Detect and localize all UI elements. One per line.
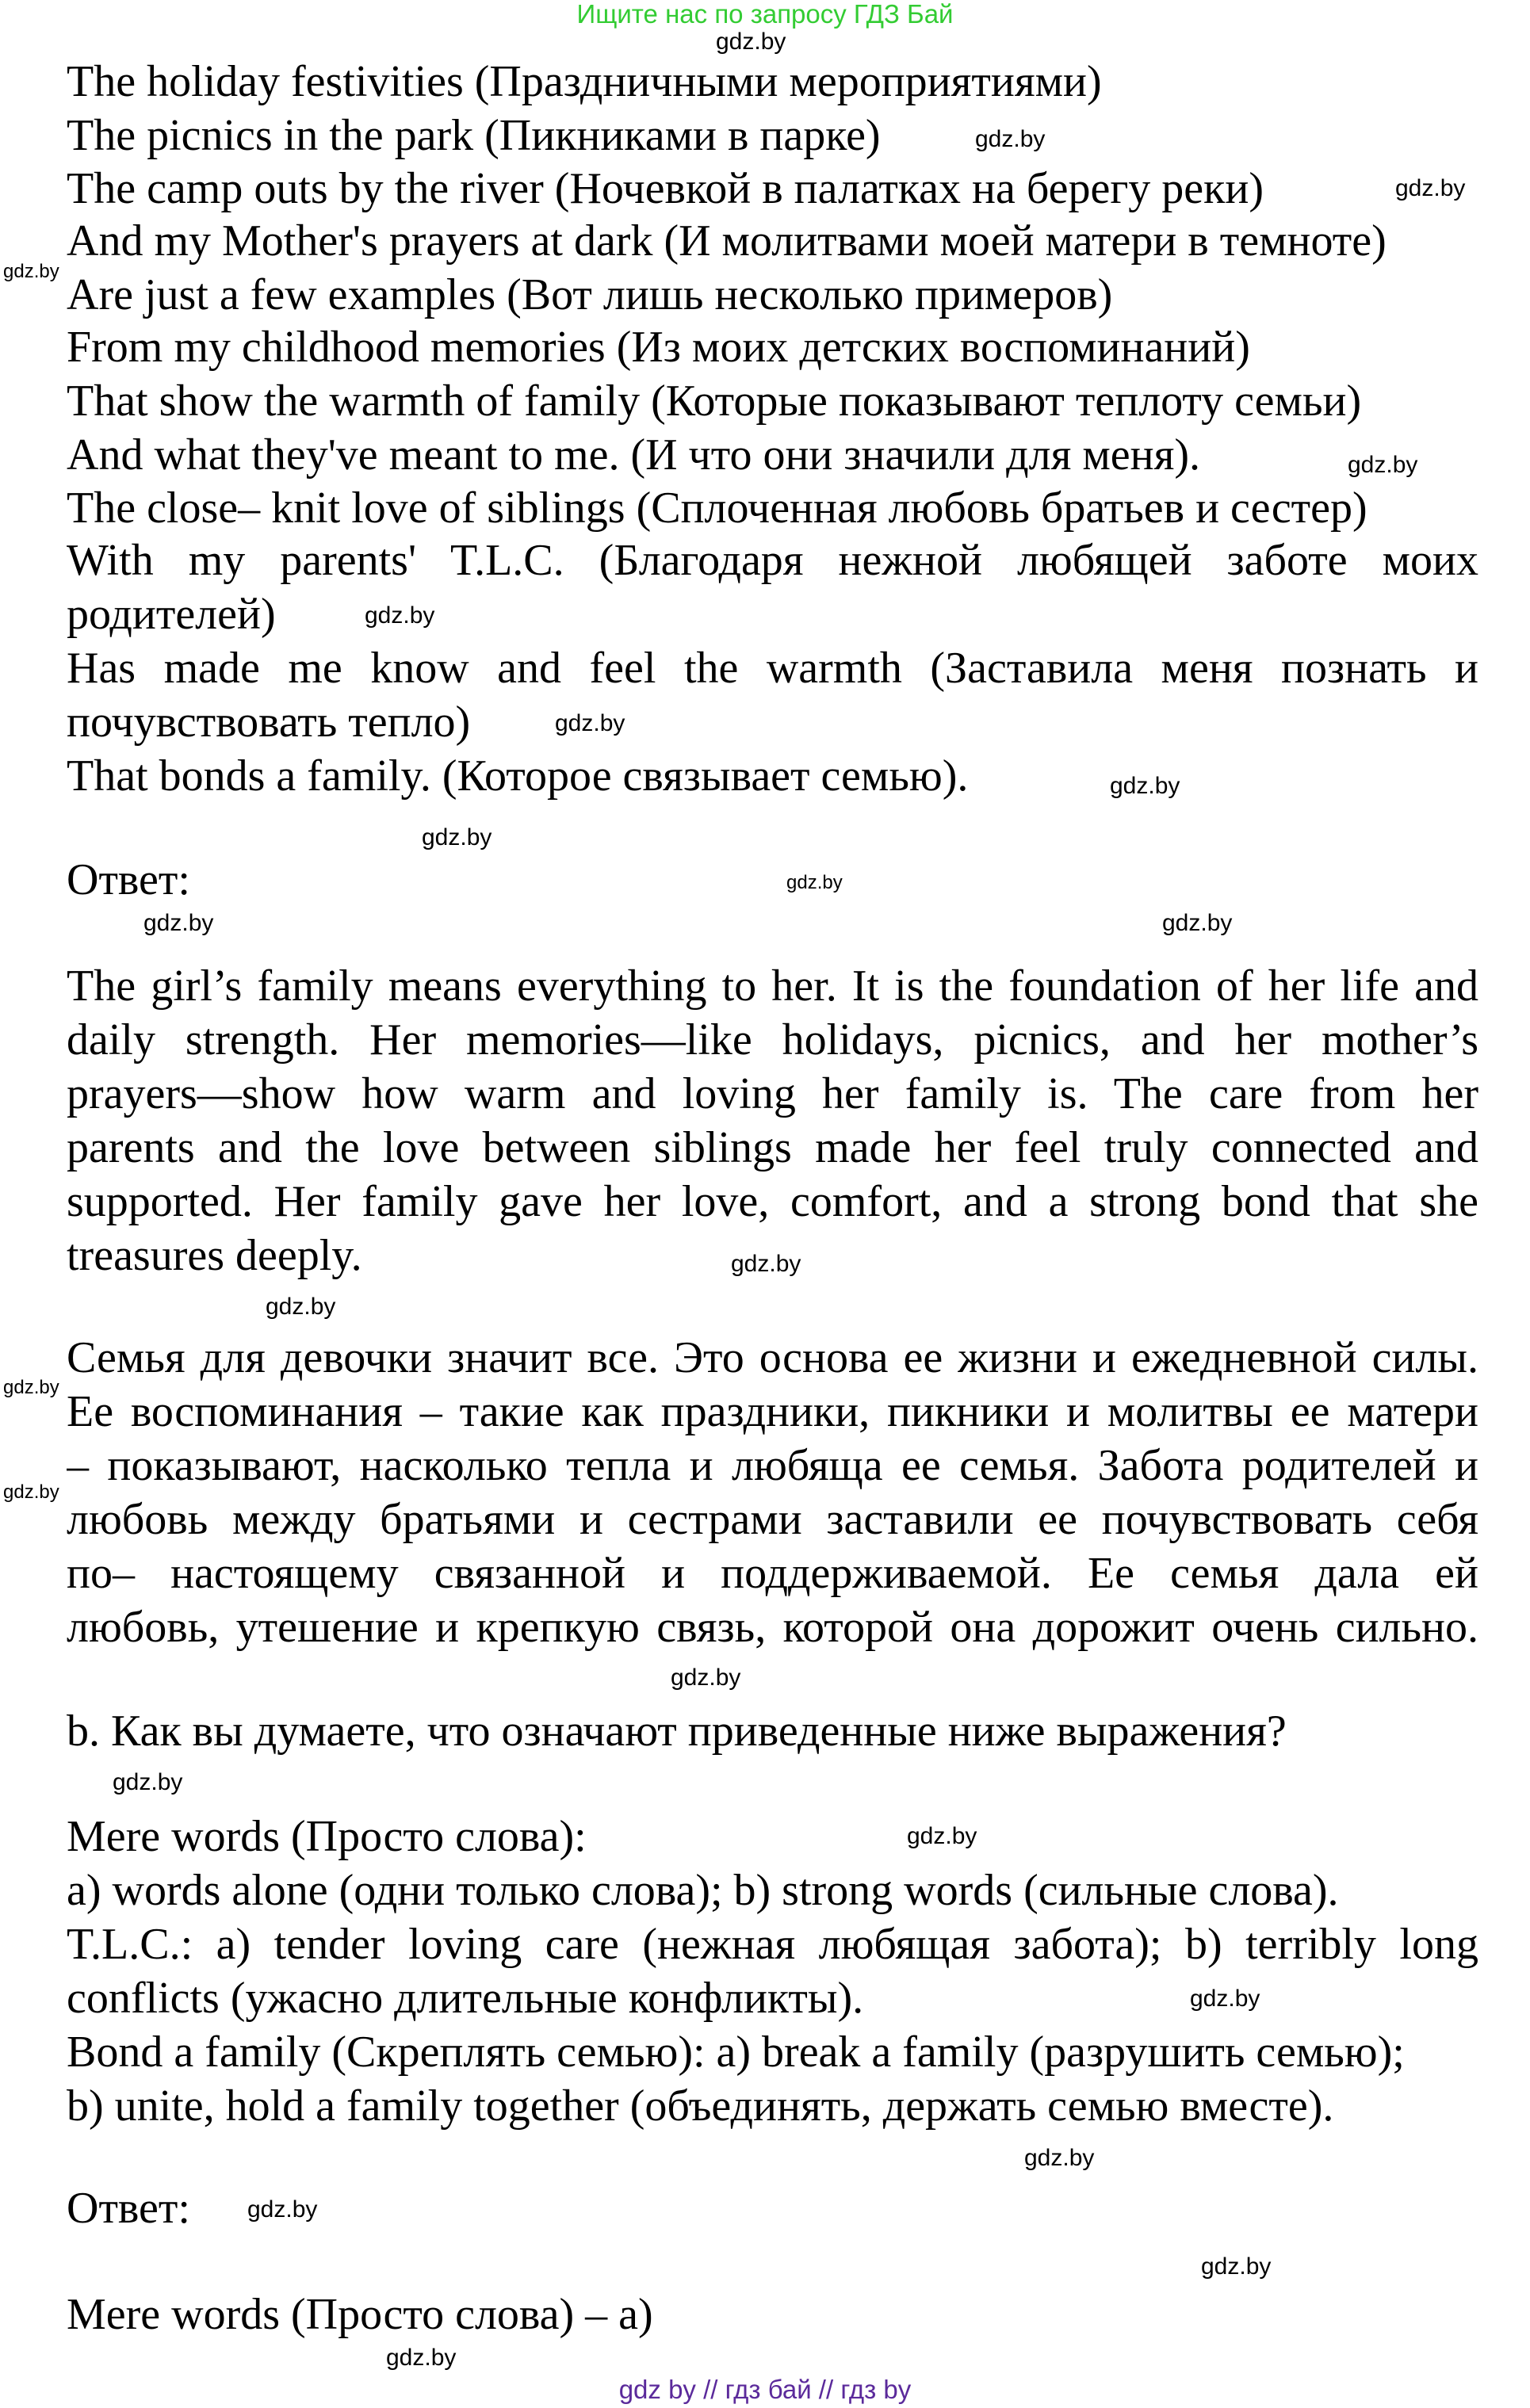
poem-line: The close– knit love of siblings (Сплоченная любовь братьев и сестер)	[67, 484, 1367, 533]
poem-line: Are just a few examples (Вот лишь несколько примеров)	[67, 270, 1113, 319]
answer-ru-line: любовь, утешение и крепкую связь, которой она дорожит очень сильно.	[67, 1603, 1478, 1652]
answer-en-line: parents and the love between siblings made her feel truly connected and	[67, 1123, 1478, 1172]
poem-line: почувствовать тепло)	[67, 698, 471, 747]
poem-line: родителей)	[67, 590, 276, 639]
poem-line: That bonds a family. (Которое связывает семью).	[67, 751, 969, 801]
watermark: gdz.by	[3, 1377, 59, 1398]
answer-en-line: treasures deeply.	[67, 1231, 362, 1280]
poem-line: The holiday festivities (Праздничными мероприятиями)	[67, 57, 1102, 106]
answer-en-line: The girl’s family means everything to her. It is the foundation of her life and	[67, 961, 1478, 1011]
expression-line: a) words alone (одни только слова); b) strong words (сильные слова).	[67, 1866, 1339, 1915]
answer-ru-line: – показывают, насколько тепла и любяща ее семья. Забота родителей и	[67, 1441, 1478, 1490]
watermark: gdz.by	[422, 824, 492, 850]
answer-en-line: prayers—show how warm and loving her family is. The care from her	[67, 1069, 1478, 1118]
answer-ru-line: Семья для девочки значит все. Это основа ее жизни и ежедневной силы.	[67, 1333, 1478, 1382]
poem-line: And what they've meant to me. (И что они значили для меня).	[67, 430, 1200, 480]
poem-line: And my Mother's prayers at dark (И молитвами моей матери в темноте)	[67, 216, 1387, 266]
answer-label: Ответ:	[67, 2184, 190, 2233]
watermark: gdz.by	[266, 1294, 336, 1320]
expression-line: Mere words (Просто слова):	[67, 1812, 587, 1861]
answer-en-line: daily strength. Her memories—like holidays, picnics, and her mother’s	[67, 1015, 1478, 1064]
watermark: gdz.by	[386, 2345, 457, 2371]
watermark: gdz.by	[3, 261, 59, 282]
watermark: gdz.by	[1201, 2253, 1272, 2280]
poem-line: The picnics in the park (Пикниками в парке)	[67, 111, 881, 160]
poem-line: Has made me know and feel the warmth (Заставила меня познать и	[67, 644, 1478, 693]
expression-line: T.L.C.: a) tender loving care (нежная любящая забота); b) terribly long	[67, 1920, 1478, 1969]
watermark: gdz.by	[555, 710, 625, 736]
answer-label: Ответ:	[67, 855, 190, 904]
expression-line: conflicts (ужасно длительные конфликты).	[67, 1974, 864, 2023]
poem-line: From my childhood memories (Из моих детских воспоминаний)	[67, 323, 1250, 372]
task-b-heading: b. Как вы думаете, что означают приведенные ниже выражения?	[67, 1707, 1287, 1756]
expression-line: Bond a family (Скреплять семью): a) break a family (разрушить семью);	[67, 2028, 1405, 2077]
watermark: gdz.by	[731, 1251, 801, 1277]
answer-ru-line: по– настоящему связанной и поддерживаемой. Ее семья дала ей	[67, 1549, 1478, 1598]
watermark: gdz.by	[143, 910, 214, 936]
watermark: gdz.by	[716, 29, 786, 55]
watermark: gdz.by	[3, 1481, 59, 1503]
watermark: gdz.by	[1162, 910, 1233, 936]
watermark: gdz.by	[786, 872, 843, 893]
watermark: gdz.by	[975, 126, 1046, 152]
watermark: gdz.by	[1024, 2145, 1095, 2171]
watermark: gdz.by	[113, 1769, 183, 1795]
watermark: gdz.by	[1348, 452, 1418, 478]
watermark: gdz.by	[907, 1823, 977, 1849]
poem-line: That show the warmth of family (Которые показывают теплоту семьи)	[67, 376, 1362, 426]
watermark: gdz.by	[1395, 175, 1466, 201]
search-banner: Ищите нас по запросу ГДЗ Бай	[576, 0, 954, 29]
watermark: gdz.by	[247, 2196, 318, 2223]
watermark: gdz.by	[671, 1665, 741, 1691]
poem-line: With my parents' T.L.C. (Благодаря нежной любящей заботе моих	[67, 536, 1478, 585]
watermark: gdz.by	[365, 602, 435, 629]
answer-en-line: supported. Her family gave her love, comfort, and a strong bond that she	[67, 1177, 1478, 1226]
footer-watermark: gdz by // гдз бай // гдз by	[618, 2375, 912, 2404]
watermark: gdz.by	[1190, 1986, 1260, 2012]
final-answer: Mere words (Просто слова) – a)	[67, 2290, 653, 2339]
watermark: gdz.by	[1110, 773, 1180, 799]
answer-ru-line: Ее воспоминания – такие как праздники, пикники и молитвы ее матери	[67, 1387, 1478, 1436]
poem-line: The camp outs by the river (Ночевкой в палатках на берегу реки)	[67, 164, 1264, 213]
answer-ru-line: любовь между братьями и сестрами заставили ее почувствовать себя	[67, 1495, 1478, 1544]
expression-line: b) unite, hold a family together (объединять, держать семью вместе).	[67, 2081, 1334, 2131]
